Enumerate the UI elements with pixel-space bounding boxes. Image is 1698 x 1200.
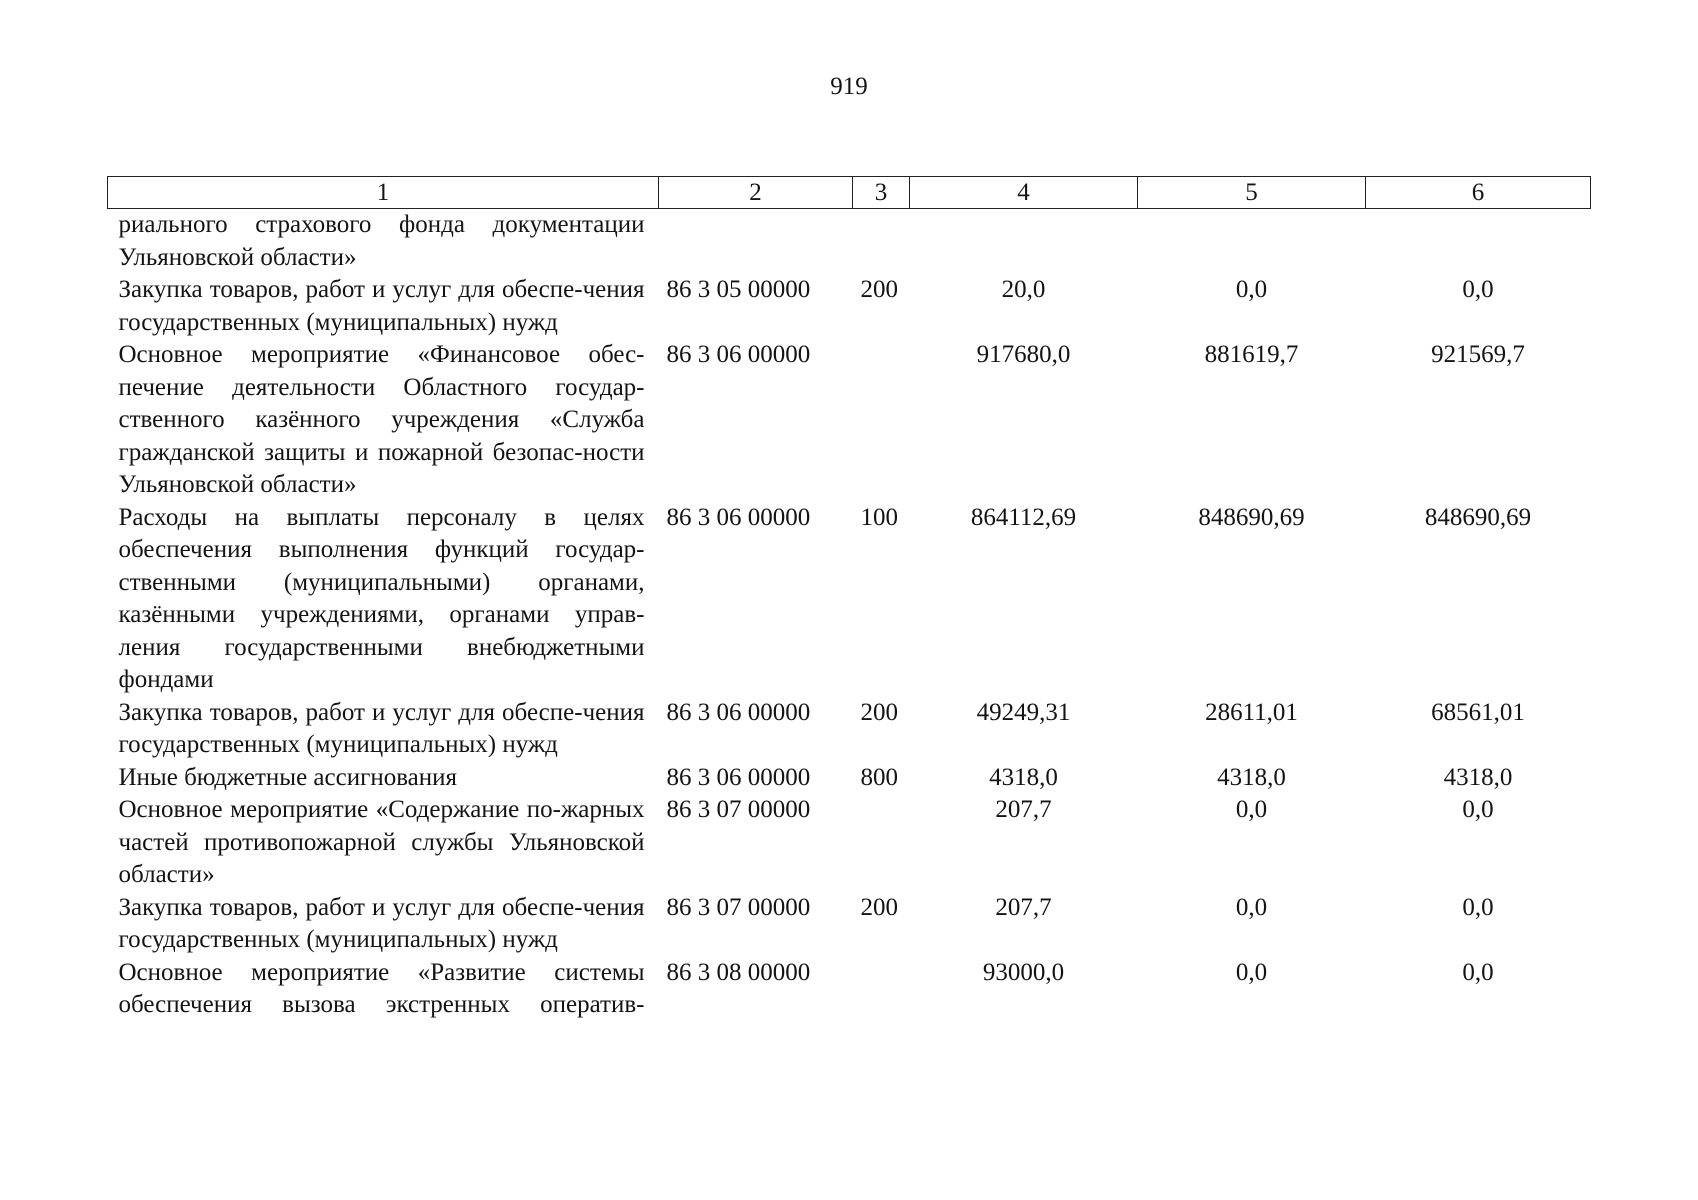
row-code: 86 3 08 00000 [666,958,811,986]
row-value-6: 0,0 [1462,276,1494,303]
row-expense-type [853,957,910,1022]
header-col-4: 4 [910,177,1138,209]
row-value-4: 207,7 [995,893,1052,921]
row-value-4: 4318,0 [989,763,1058,791]
row-value-4: 917680,0 [976,341,1071,368]
row-value-4: 864112,69 [970,503,1077,531]
row-value-5: 0,0 [1235,796,1268,823]
budget-table [107,176,1591,1022]
row-value-4: 20,0 [1001,276,1046,303]
row-value-5: 28611,01 [1205,698,1298,726]
row-code: 86 3 07 00000 [666,796,811,823]
row-name: Иные бюджетные ассигнования [118,763,458,791]
row-value-6: 68561,01 [1431,698,1525,726]
row-expense-type [853,209,910,275]
row-expense-type: 200 [860,698,898,726]
row-value-5: 848690,69 [1198,503,1305,531]
table-row [108,957,1591,1022]
row-value-4 [910,209,1138,275]
row-name: Закупка товаров, работ и услуг для обеспе-чения государственных (муниципальных) нужд [118,698,645,758]
header-row [108,177,1591,209]
row-value-5: 0,0 [1235,276,1268,303]
row-code: 86 3 06 00000 [666,341,811,368]
row-value-5 [1138,209,1366,275]
row-value-5: 0,0 [1235,958,1268,986]
row-code: 86 3 06 00000 [666,763,811,791]
row-expense-type [853,339,910,502]
row-value-4: 49249,31 [976,698,1071,726]
row-value-6 [1366,209,1591,275]
table-header [108,177,1591,209]
header-col-5: 5 [1138,177,1366,209]
header-col-1: 1 [108,177,659,209]
row-code [659,209,853,275]
row-value-6: 848690,69 [1424,503,1532,531]
table-row [108,209,1591,275]
row-name: Расходы на выплаты персоналу в целях обеспечения выполнения функций государ-ственными (муниципальными) органами, казёнными учреждениями, органами управ-ления государственными внебюджетными фондами [118,503,645,693]
row-value-5: 881619,7 [1204,341,1299,368]
row-name: риального страхового фонда документации Ульяновской области» [118,211,645,271]
row-code: 86 3 07 00000 [666,893,811,921]
table-row [108,274,1591,339]
row-code: 86 3 06 00000 [666,503,811,531]
row-value-4: 207,7 [995,796,1052,823]
row-name: Основное мероприятие «Развитие системы обеспечения вызова экстренных оператив- [118,958,645,1018]
row-name: Закупка товаров, работ и услуг для обеспе-чения государственных (муниципальных) нужд [118,893,645,953]
row-value-6: 0,0 [1462,796,1494,823]
row-value-6: 921569,7 [1431,341,1525,368]
table-body [108,209,1591,1022]
row-code: 86 3 06 00000 [666,698,811,726]
row-expense-type [853,794,910,892]
header-col-6: 6 [1366,177,1591,209]
row-name: Основное мероприятие «Финансовое обес-печение деятельности Областного государ-ственного казённого учреждения «Служба гражданской защиты и пожарной безопас-ности Ульяновской области» [118,341,645,498]
table-row [108,762,1591,795]
row-name: Закупка товаров, работ и услуг для обеспе-чения государственных (муниципальных) нужд [118,276,645,336]
table-row [108,339,1591,502]
header-col-2: 2 [659,177,853,209]
table-row [108,794,1591,892]
row-expense-type: 200 [860,276,898,303]
row-value-5: 0,0 [1235,893,1268,921]
table-row [108,502,1591,697]
page-number: 919 [830,73,868,100]
row-value-5: 4318,0 [1217,763,1286,791]
row-value-6: 0,0 [1462,958,1494,986]
row-code: 86 3 05 00000 [666,276,811,303]
row-value-6: 0,0 [1462,893,1494,921]
row-expense-type: 100 [860,503,898,531]
table-row [108,892,1591,957]
row-expense-type: 800 [860,763,898,791]
row-expense-type: 200 [860,893,898,921]
row-value-6: 4318,0 [1443,763,1513,791]
table-row [108,697,1591,762]
row-name: Основное мероприятие «Содержание по-жарных частей противопожарной службы Ульяновской области» [118,796,645,888]
row-value-4: 93000,0 [982,958,1065,986]
header-col-3: 3 [853,177,910,209]
